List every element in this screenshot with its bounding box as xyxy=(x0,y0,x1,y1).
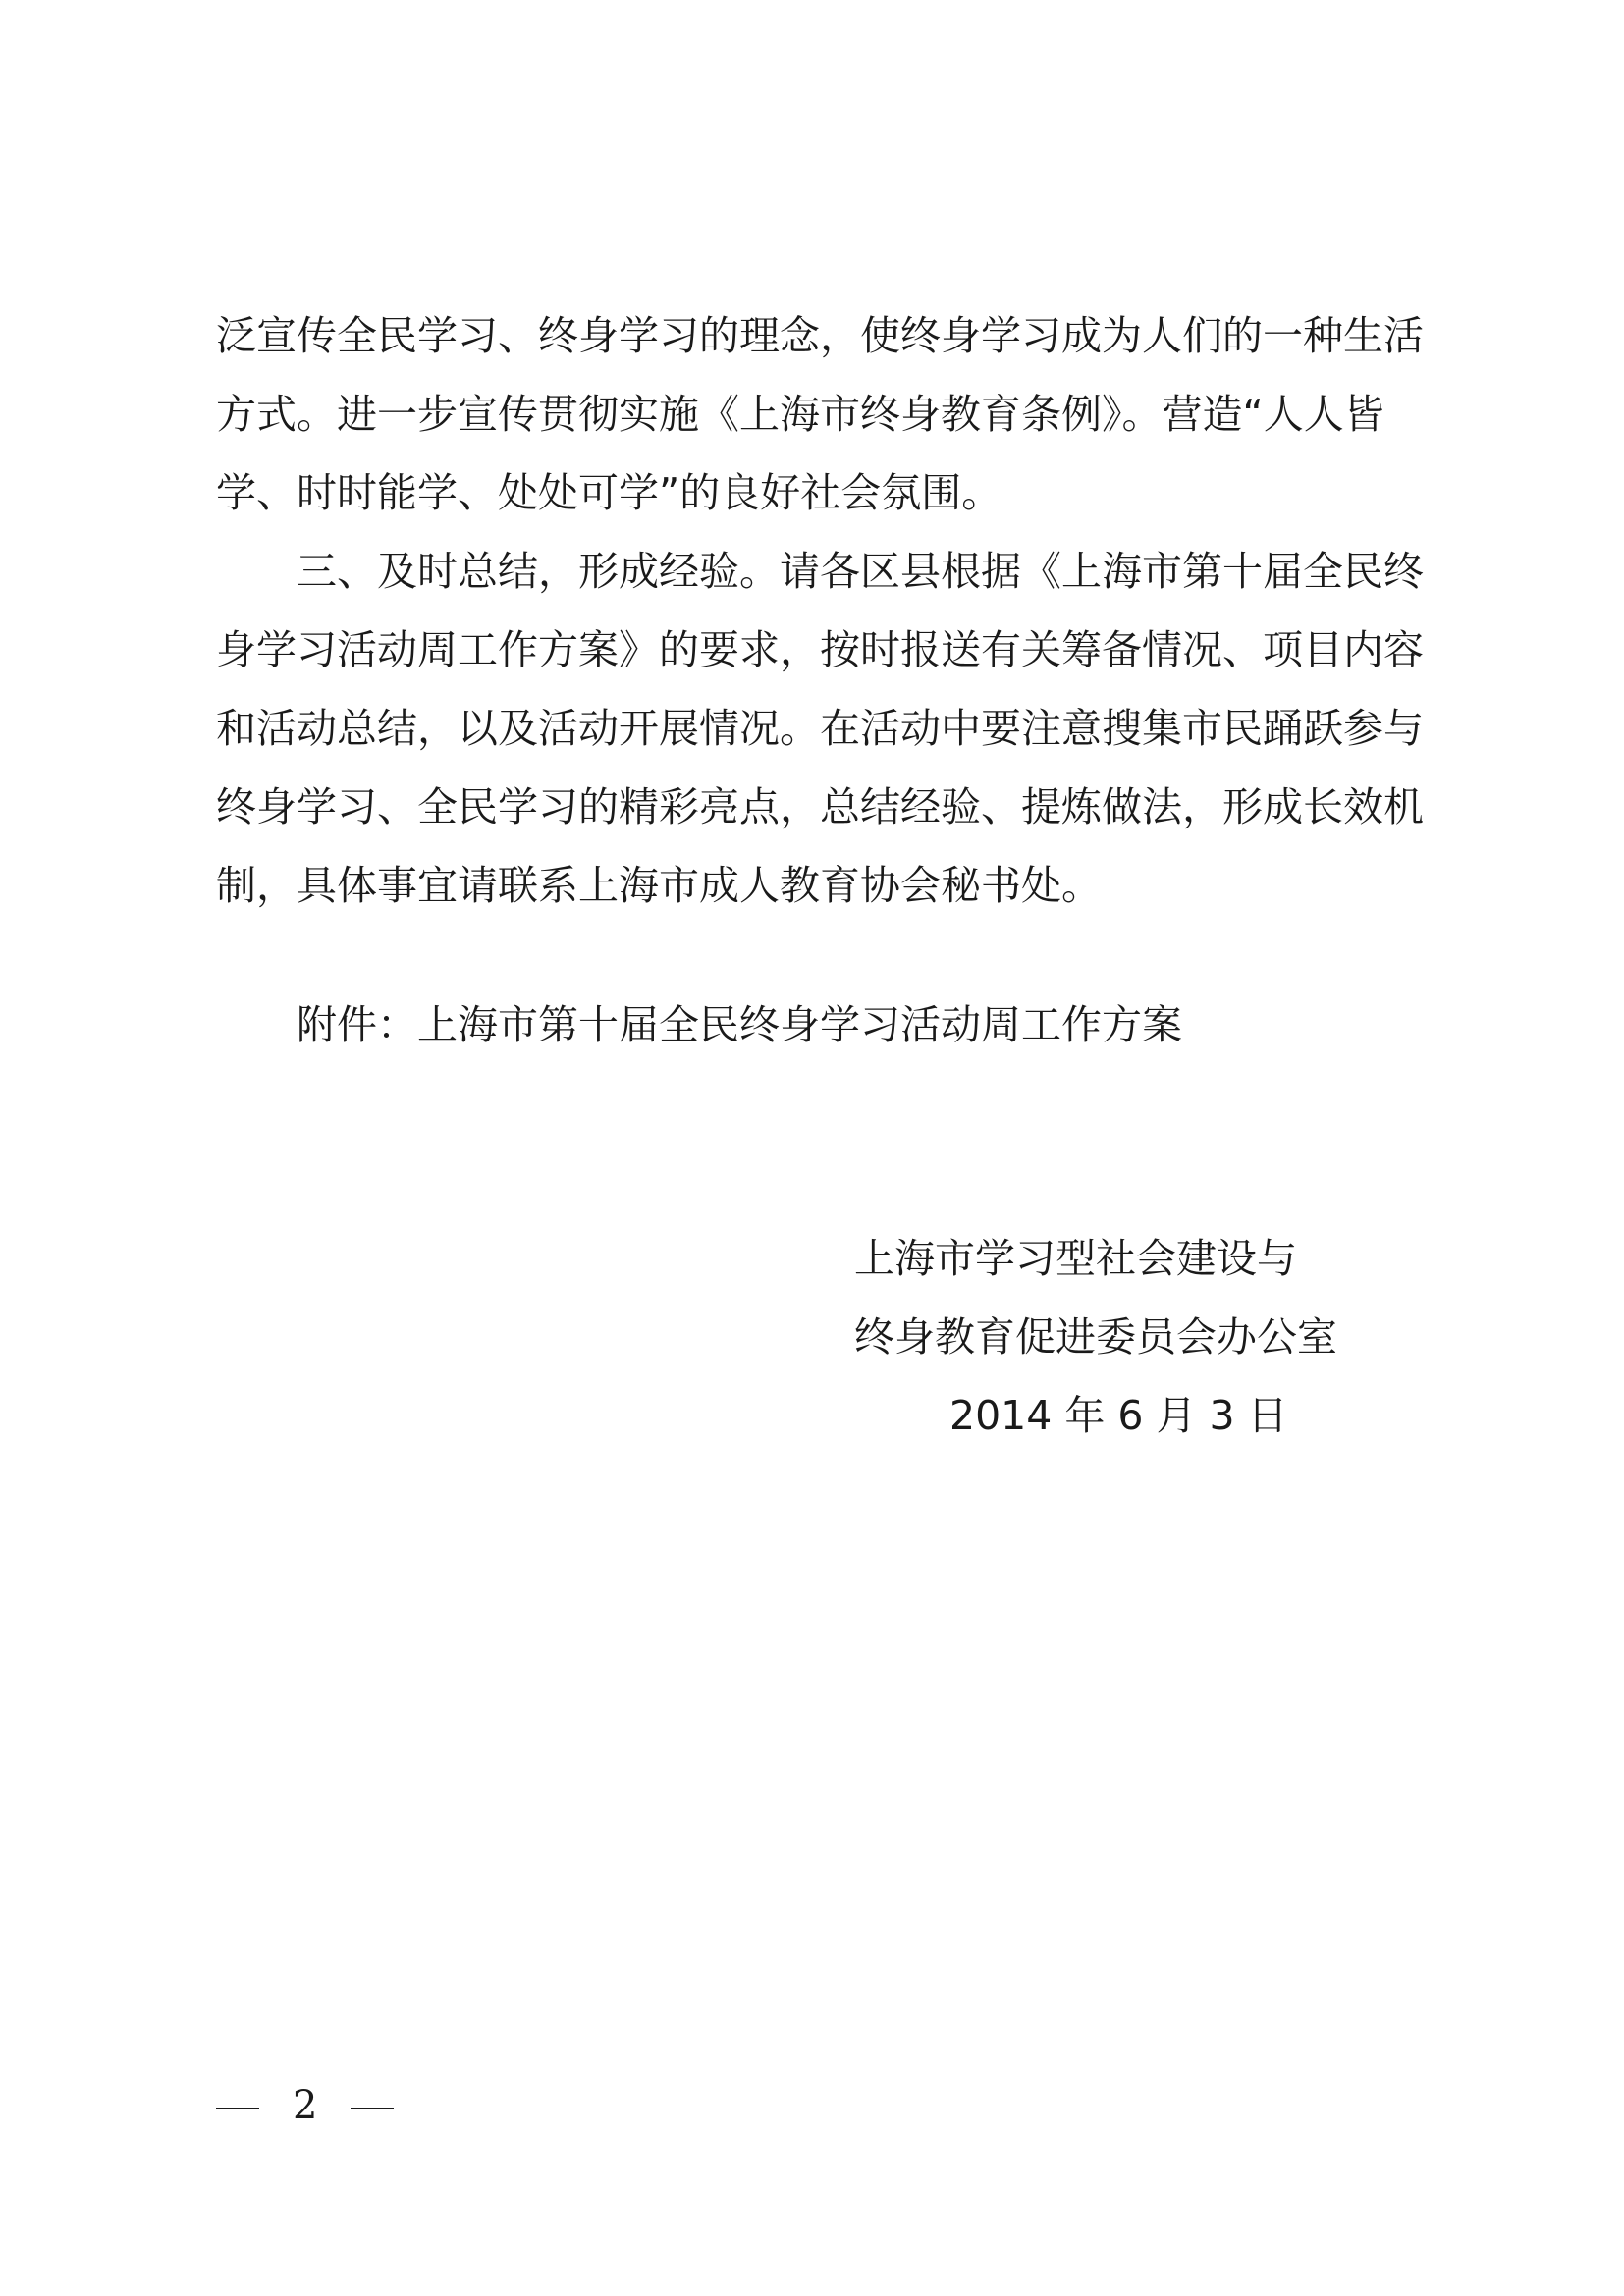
page-number-footer xyxy=(216,2081,394,2130)
issuing-organization-line-2: 终身教育促进委员会办公室 xyxy=(854,1313,1337,1361)
body-paragraph-summary: 三、及时总结，形成经验。请各区县根据《上海市第十届全民终身学习活动周工作方案》的要求，按时报送有关筹备情况、项目内容和活动总结，以及活动开展情况。在活动中要注意搜集市民踊跃参与终身学习、全民学习的精彩亮点，总结经验、提炼做法，形成长效机制，具体事宜请联系上海市成人教育协会秘书处。 xyxy=(216,548,1424,909)
page-number: 2 xyxy=(293,2083,318,2128)
issue-date: 2014 年 6 月 3 日 xyxy=(949,1392,1288,1439)
body-text xyxy=(216,296,1434,925)
page-number-dash-left xyxy=(216,2108,259,2109)
page-number-dash-right xyxy=(351,2108,394,2109)
issuing-organization-line-1: 上海市学习型社会建设与 xyxy=(854,1235,1297,1282)
body-paragraph-continuation: 泛宣传全民学习、终身学习的理念，使终身学习成为人们的一种生活方式。进一步宣传贯彻实施《上海市终身教育条例》。营造“人人皆学、时时能学、处处可学”的良好社会氛围。 xyxy=(216,312,1424,516)
attachment-line: 附件：上海市第十届全民终身学习活动周工作方案 xyxy=(297,1001,1182,1048)
signature-block xyxy=(854,1219,1375,1455)
